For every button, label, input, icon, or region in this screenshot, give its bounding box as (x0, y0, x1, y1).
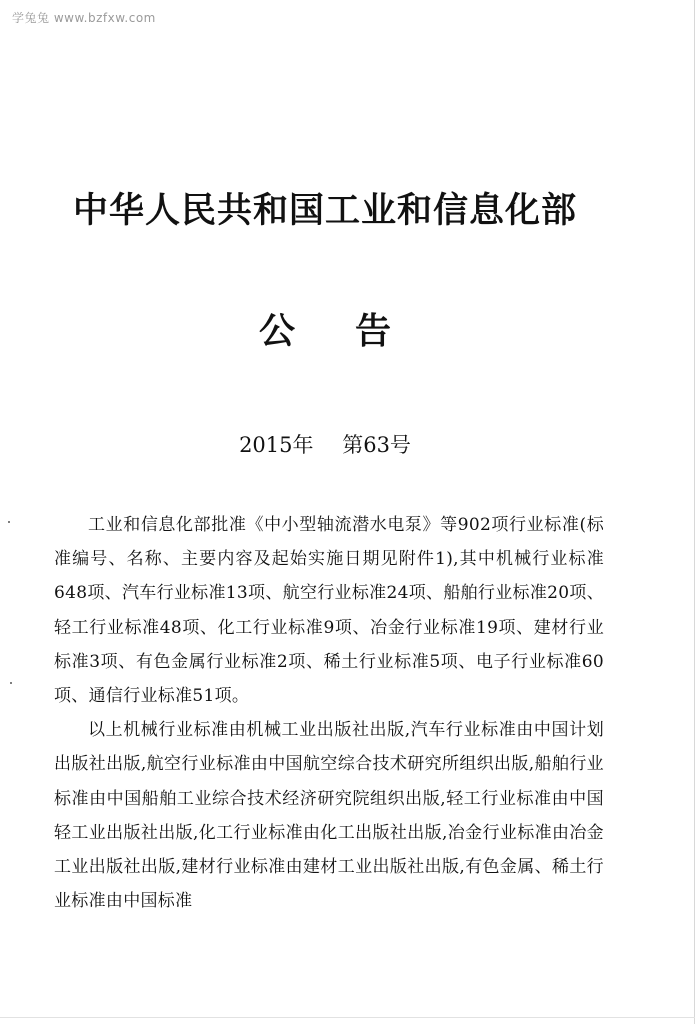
document-issue-number: 第63号 (342, 433, 411, 457)
document-year: 2015年 (239, 433, 314, 457)
page-edge-right (694, 0, 695, 1024)
issuer-title: 中华人民共和国工业和信息化部 (72, 190, 577, 231)
document-number (0, 429, 650, 459)
page-edge-bottom (0, 1017, 695, 1018)
body-paragraph: 工业和信息化部批准《中小型轴流潜水电泵》等902项行业标准(标准编号、名称、主要内容及起始实施日期见附件1),其中机械行业标准648项、汽车行业标准13项、航空行业标准24项、船舶行业标准20项、轻工行业标准48项、化工行业标准9项、冶金行业标准19项、建材行业标准3项、有色金属行业标准2项、稀土行业标准5项、电子行业标准60项、通信行业标准51项。 (54, 515, 604, 707)
scan-speck (8, 521, 10, 523)
body-paragraph: 以上机械行业标准由机械工业出版社出版,汽车行业标准由中国计划出版社出版,航空行业标准由中国航空综合技术研究所组织出版,船舶行业标准由中国船舶工业综合技术经济研究院组织出版,轻工行业标准由中国轻工业出版社出版,化工行业标准由化工出版社出版,冶金行业标准由冶金工业出版社出版,建材行业标准由建材工业出版社出版,有色金属、稀土行业标准由中国标准 (54, 720, 604, 912)
scan-speck (10, 682, 12, 684)
watermark: 学兔兔 www.bzfxw.com (12, 11, 156, 25)
announcement-body (54, 508, 604, 918)
document-type-heading: 公告 (258, 310, 451, 352)
